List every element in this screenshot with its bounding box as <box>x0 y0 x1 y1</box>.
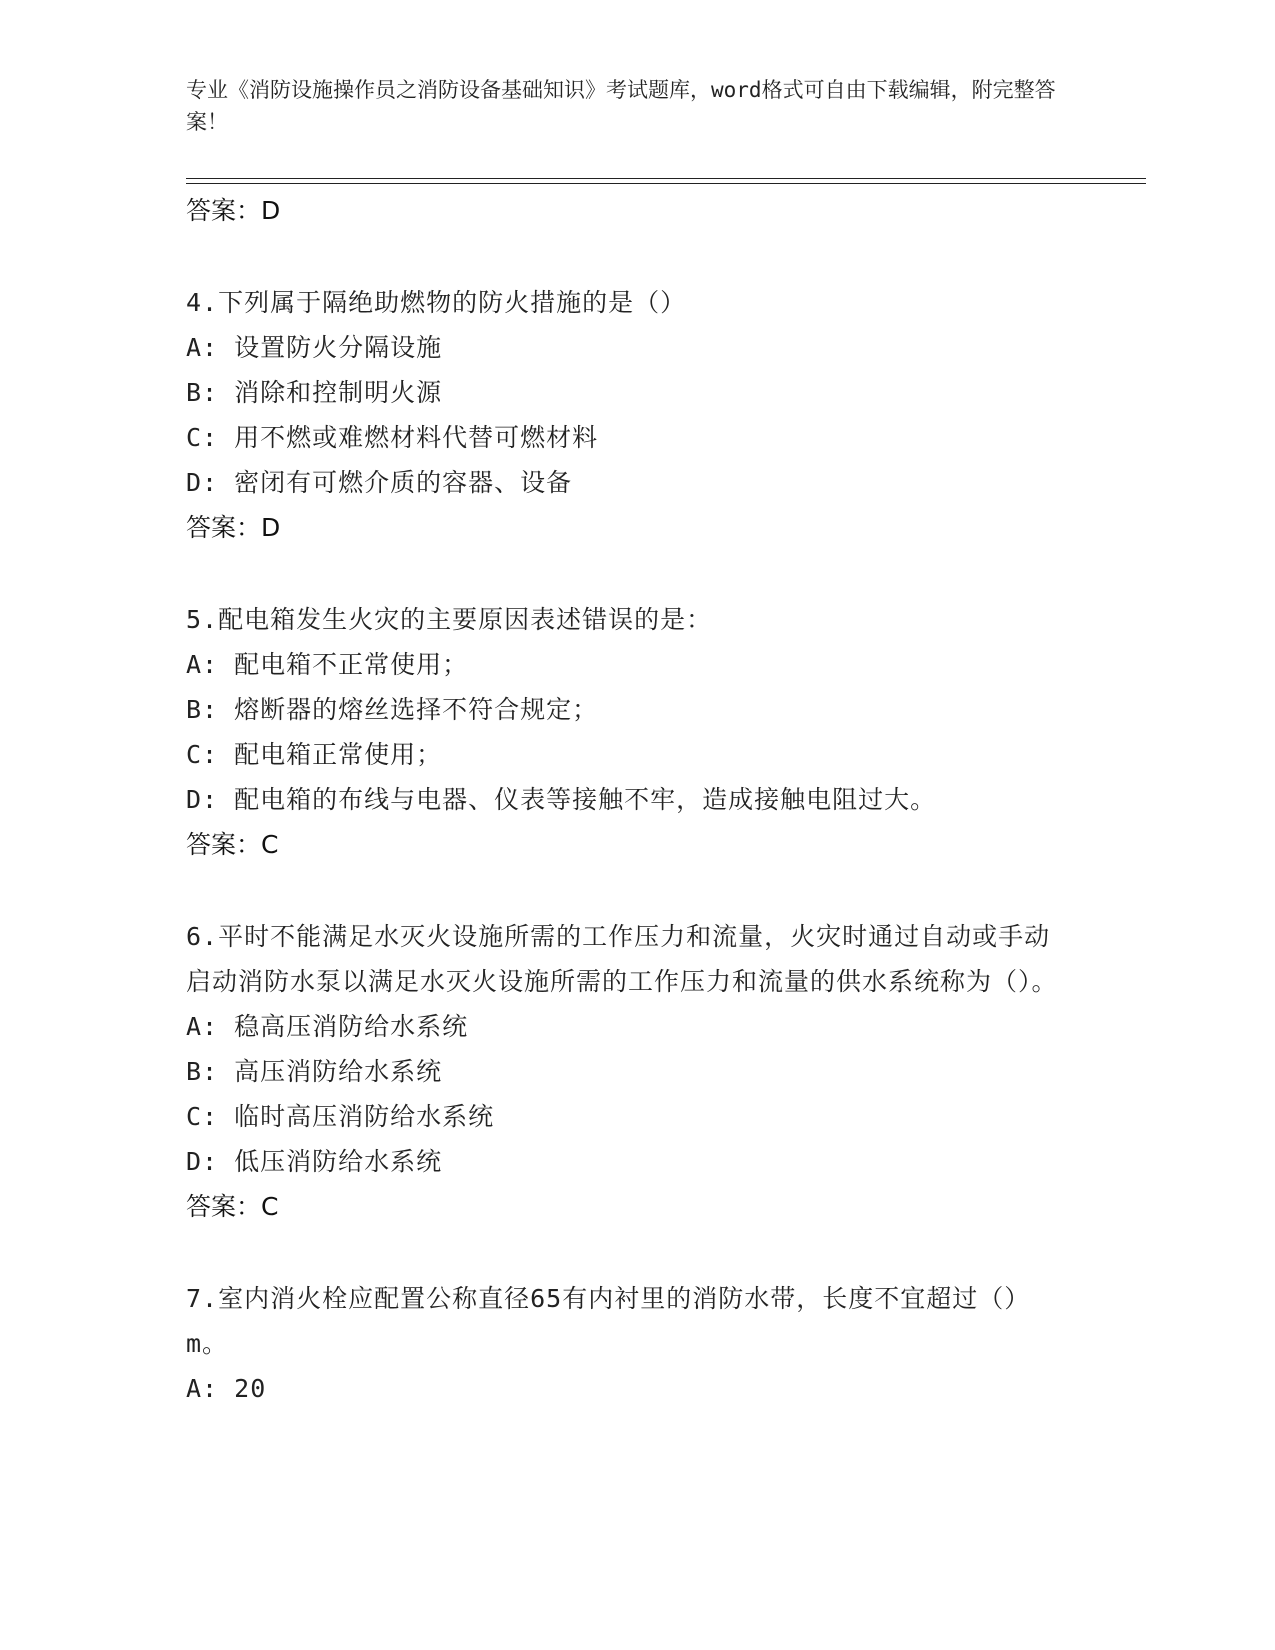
option-d: D: 密闭有可燃介质的容器、设备 <box>186 468 573 497</box>
question-list <box>186 188 1086 1411</box>
question-item <box>186 914 1086 1230</box>
question-text: 5.配电箱发生火灾的主要原因表述错误的是： <box>186 605 713 634</box>
option-a: A: 稳高压消防给水系统 <box>186 1012 469 1041</box>
document-header: 专业《消防设施操作员之消防设备基础知识》考试题库，word格式可自由下载编辑，附完整答案！ <box>186 78 1056 134</box>
option-b: B: 消除和控制明火源 <box>186 378 443 407</box>
option-d: D: 配电箱的布线与电器、仪表等接触不牢，造成接触电阻过大。 <box>186 785 937 814</box>
answer-line: 答案：C <box>186 830 279 859</box>
question-item <box>186 1276 1086 1411</box>
header-rule-bottom <box>186 183 1146 184</box>
option-a: A: 设置防火分隔设施 <box>186 333 443 362</box>
question-item <box>186 280 1086 551</box>
question-text: 7.室内消火栓应配置公称直径65有内衬里的消防水带，长度不宜超过（）m。 <box>186 1284 1031 1358</box>
option-a: A: 配电箱不正常使用； <box>186 650 469 679</box>
question-text: 4.下列属于隔绝助燃物的防火措施的是（） <box>186 288 687 317</box>
option-d: D: 低压消防给水系统 <box>186 1147 443 1176</box>
option-b: B: 熔断器的熔丝选择不符合规定； <box>186 695 599 724</box>
option-c: C: 配电箱正常使用； <box>186 740 443 769</box>
answer-line: 答案：D <box>186 513 281 542</box>
option-a: A: 20 <box>186 1374 267 1403</box>
question-text: 6.平时不能满足水灭火设施所需的工作压力和流量，火灾时通过自动或手动启动消防水泵以满足水灭火设施所需的工作压力和流量的供水系统称为（）。 <box>186 922 1058 996</box>
answer-line: 答案：C <box>186 1192 279 1221</box>
header-rule-top <box>186 178 1146 179</box>
option-b: B: 高压消防给水系统 <box>186 1057 443 1086</box>
answer-line: 答案：D <box>186 196 281 225</box>
question-item <box>186 597 1086 868</box>
option-c: C: 临时高压消防给水系统 <box>186 1102 495 1131</box>
option-c: C: 用不燃或难燃材料代替可燃材料 <box>186 423 599 452</box>
